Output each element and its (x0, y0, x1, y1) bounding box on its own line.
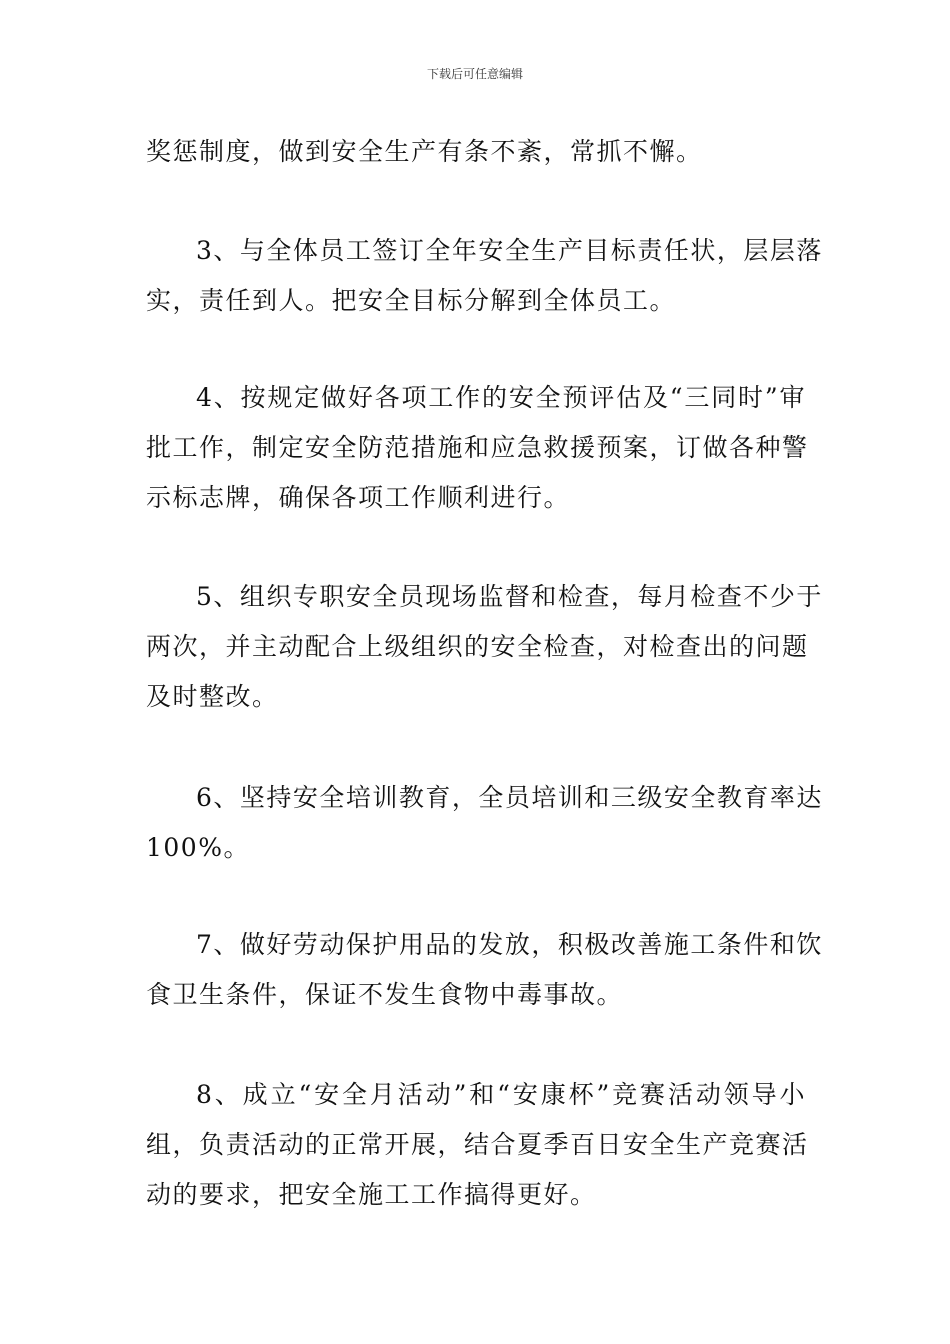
paragraph-line: 动的要求，把安全施工工作搞得更好。 (146, 1180, 597, 1209)
paragraph-line: 组，负责活动的正常开展，结合夏季百日安全生产竞赛活 (146, 1130, 809, 1159)
paragraph-line: 5、组织专职安全员现场监督和检查，每月检查不少于 (196, 582, 823, 611)
paragraph-line: 批工作，制定安全防范措施和应急救援预案，订做各种警 (146, 433, 809, 462)
paragraph-item-7 (146, 920, 823, 1020)
paragraph-line: 4、按规定做好各项工作的安全预评估及“三同时”审 (196, 383, 806, 412)
paragraph-item-6 (146, 773, 823, 873)
paragraph-line: 及时整改。 (146, 682, 279, 711)
paragraph-item-3 (146, 226, 823, 326)
paragraph-line: 食卫生条件，保证不发生食物中毒事故。 (146, 980, 624, 1009)
paragraph-line: 两次，并主动配合上级组织的安全检查，对检查出的问题 (146, 632, 809, 661)
paragraph-item-4 (146, 373, 809, 523)
paragraph-line: 示标志牌，确保各项工作顺利进行。 (146, 483, 571, 512)
paragraph-1 (146, 127, 806, 177)
paragraph-line: 6、坚持安全培训教育，全员培训和三级安全教育率达 (196, 783, 823, 812)
paragraph-line: 8、成立“安全月活动”和“安康杯”竞赛活动领导小 (196, 1080, 806, 1109)
paragraph-line: 实，责任到人。把安全目标分解到全体员工。 (146, 286, 677, 315)
paragraph-line: 奖惩制度，做到安全生产有条不紊，常抓不懈。 (146, 137, 703, 166)
page-header: 下载后可任意编辑 (426, 67, 523, 81)
paragraph-line: 3、与全体员工签订全年安全生产目标责任状，层层落 (196, 236, 823, 265)
paragraph-line: 7、做好劳动保护用品的发放，积极改善施工条件和饮 (196, 930, 823, 959)
paragraph-item-8 (146, 1070, 809, 1220)
paragraph-line: 100%。 (146, 833, 250, 862)
paragraph-item-5 (146, 572, 823, 722)
